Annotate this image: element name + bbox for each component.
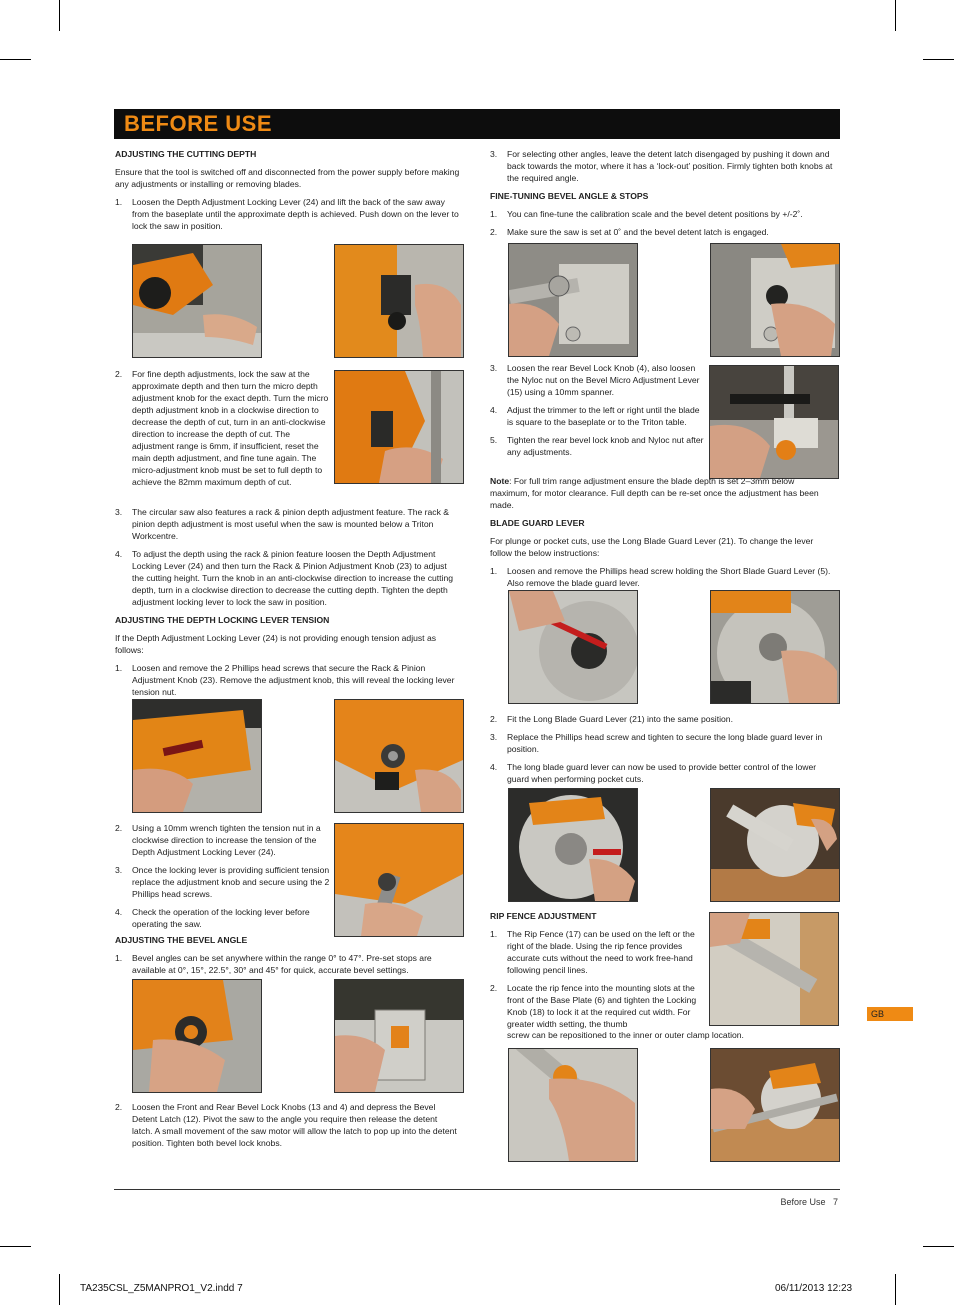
list-number: 1. bbox=[490, 209, 498, 219]
list-text: Check the operation of the locking lever before operating the saw. bbox=[132, 907, 310, 929]
section-banner bbox=[114, 109, 840, 139]
list-item bbox=[490, 208, 835, 220]
list-number: 3. bbox=[490, 149, 498, 159]
list-item bbox=[115, 662, 460, 698]
list-text: Bevel angles can be set anywhere within the range 0° to 47°. Pre-set stops are available at 0°, 15°, 22.5°, 30° and 45° for quick, accurate bevel settings. bbox=[132, 953, 432, 975]
list-number: 2. bbox=[115, 823, 123, 833]
list-number: 5. bbox=[490, 435, 498, 445]
list-number: 1. bbox=[490, 929, 498, 939]
crop-mark bbox=[895, 1274, 896, 1305]
footer-section-name: Before Use bbox=[780, 1197, 826, 1207]
crop-mark bbox=[0, 59, 31, 60]
photo-pocket-cut bbox=[710, 788, 840, 902]
list-text: Using a 10mm wrench tighten the tension nut in a clockwise direction to increase the tension of the Depth Adjustment Locking Lever (24). bbox=[132, 823, 321, 857]
photo-spanner bbox=[508, 243, 638, 357]
heading-fine-tuning: FINE-TUNING BEVEL ANGLE & STOPS bbox=[490, 191, 649, 201]
photo-wrench bbox=[334, 823, 464, 937]
list-number: 4. bbox=[490, 762, 498, 772]
list-item bbox=[490, 761, 835, 785]
list-text: Loosen the rear Bevel Lock Knob (4), also loosen the Nyloc nut on the Bevel Micro Adjustment Lever (15) using a 10mm spanner. bbox=[507, 363, 700, 397]
paragraph: Ensure that the tool is switched off and disconnected from the power supply before making any adjustments or installing or removing blades. bbox=[115, 167, 460, 189]
list-text: The long blade guard lever can now be used to provide better control of the lower guard when performing pocket cuts. bbox=[507, 762, 817, 784]
list-number: 3. bbox=[115, 865, 123, 875]
list-number: 4. bbox=[490, 405, 498, 415]
list-text: Loosen the Front and Rear Bevel Lock Knobs (13 and 4) and depress the Bevel Detent Latch (12). Pivot the saw to the angle you require then release the detent latch. A small movement of the saw motor will allow the latch to pop up into the detent position. Tighten both bevel lock knobs. bbox=[132, 1102, 457, 1148]
left-column-bevel-step2 bbox=[115, 1101, 460, 1155]
slug-date: 06/11/2013 12:23 bbox=[775, 1283, 853, 1294]
list-number: 3. bbox=[115, 507, 123, 517]
language-tab: GB bbox=[867, 1007, 913, 1021]
crop-mark bbox=[923, 1246, 954, 1247]
list-item bbox=[115, 822, 331, 858]
photo-bevel-latch bbox=[334, 979, 464, 1093]
list-text: Loosen the Depth Adjustment Locking Lever (24) and lift the back of the saw away from the baseplate until the approximate depth is achieved. Push down on the lever to lock the saw in position. bbox=[132, 197, 459, 231]
list-item bbox=[115, 548, 460, 608]
list-text: Tighten the rear bevel lock knob and Nyloc nut after any adjustments. bbox=[507, 435, 704, 457]
right-column-rip-cont bbox=[507, 1029, 837, 1041]
list-number: 2. bbox=[490, 714, 498, 724]
list-item bbox=[115, 506, 460, 542]
heading-rip-fence: RIP FENCE ADJUSTMENT bbox=[490, 911, 597, 921]
list-text: Once the locking lever is providing sufficient tension replace the adjustment knob and secure using the 2 Phillips head screws. bbox=[132, 865, 330, 899]
list-text: The Rip Fence (17) can be used on the left or the right of the blade. Using the rip fence provides accurate cuts without the need to work free-hand following pencil lines. bbox=[507, 929, 695, 975]
photo-long-lever bbox=[508, 788, 638, 902]
list-item bbox=[490, 928, 706, 976]
list-item bbox=[490, 404, 706, 428]
list-number: 3. bbox=[490, 363, 498, 373]
crop-mark bbox=[0, 1246, 31, 1247]
right-column-guard-steps bbox=[490, 713, 835, 791]
paragraph: For plunge or pocket cuts, use the Long Blade Guard Lever (21). To change the lever follow the below instructions: bbox=[490, 536, 814, 558]
list-number: 4. bbox=[115, 907, 123, 917]
list-text: For fine depth adjustments, lock the saw at the approximate depth and then turn the micro depth adjustment knob for the exact depth. Turn the micro depth adjustment knob in a clockwise direction to decrease the depth of cut, turn in an anti-clockwise direction to increase the depth of cut. The adjustment range is 6mm, if insufficient, reset the main depth adjustment, and fine tune again. The micro-adjustment knob must be set to full depth to achieve the 82mm maximum depth of cut. bbox=[132, 369, 329, 487]
list-number: 2. bbox=[490, 227, 498, 237]
list-item bbox=[490, 434, 706, 458]
photo-tension-nut bbox=[334, 699, 464, 813]
photo-rip-fence bbox=[709, 912, 839, 1026]
footer-rule bbox=[114, 1189, 840, 1190]
photo-guard-screw bbox=[508, 590, 638, 704]
left-column-tension-steps bbox=[115, 822, 331, 936]
page-footer bbox=[780, 1197, 838, 1207]
photo-trimmer bbox=[709, 365, 839, 479]
list-text: Adjust the trimmer to the left or right until the blade is square to the baseplate or to the Triton table. bbox=[507, 405, 700, 427]
list-text: Locate the rip fence into the mounting slots at the front of the Base Plate (6) and tighten the Locking Knob (18) to lock it at the required cut width. For greater width setting, the thumb bbox=[507, 983, 697, 1029]
list-item bbox=[490, 982, 706, 1030]
list-item bbox=[115, 864, 331, 900]
note-label: Note bbox=[490, 476, 510, 486]
list-number: 1. bbox=[115, 197, 123, 207]
photo-bevel-lock bbox=[710, 243, 840, 357]
list-item bbox=[115, 952, 460, 976]
left-column-rack-pinion bbox=[115, 506, 460, 704]
crop-mark bbox=[923, 59, 954, 60]
left-column-intro bbox=[115, 148, 460, 238]
list-item bbox=[490, 713, 835, 725]
page-number: 7 bbox=[832, 1197, 838, 1207]
list-text: The circular saw also features a rack & pinion depth adjustment feature. The rack & pinion depth adjustment is most useful when the saw is mounted below a Triton Workcentre. bbox=[132, 507, 450, 541]
crop-mark bbox=[59, 0, 60, 31]
list-text: Replace the Phillips head screw and tighten to secure the long blade guard lever in position. bbox=[507, 732, 823, 754]
paragraph: If the Depth Adjustment Locking Lever (24) is not providing enough tension adjust as follows: bbox=[115, 633, 437, 655]
photo-fine-depth bbox=[334, 370, 464, 484]
list-text: Loosen and remove the Phillips head screw holding the Short Blade Guard Lever (5). Also remove the blade guard lever. bbox=[507, 566, 831, 588]
list-item bbox=[490, 362, 706, 398]
list-number: 1. bbox=[115, 663, 123, 673]
photo-bevel-knob bbox=[132, 979, 262, 1093]
list-item bbox=[115, 1101, 460, 1149]
heading-tension: ADJUSTING THE DEPTH LOCKING LEVER TENSION bbox=[115, 615, 330, 625]
list-number: 4. bbox=[115, 549, 123, 559]
list-item bbox=[490, 565, 835, 589]
list-item bbox=[115, 368, 331, 488]
list-item bbox=[490, 731, 835, 755]
list-text: Make sure the saw is set at 0˚ and the bevel detent latch is engaged. bbox=[507, 227, 769, 237]
section-title: BEFORE USE bbox=[124, 111, 273, 136]
list-text: For selecting other angles, leave the detent latch disengaged by pushing it down and back towards the motor, where it has a ‘lock-out’ position. Firmly tighten both knobs at the required angle. bbox=[507, 149, 833, 183]
note bbox=[490, 475, 835, 511]
list-number: 1. bbox=[490, 566, 498, 576]
heading-blade-guard: BLADE GUARD LEVER bbox=[490, 518, 585, 528]
list-text: To adjust the depth using the rack & pinion feature loosen the Depth Adjustment Locking Lever (24) and then turn the Rack & Pinion Adjustment Knob (23) to adjust the cutting height. Turn the knob in an anti-clockwise direction to increase the cutting depth, turn in a clockwise direction to decrease the cutting depth. Tighten the depth adjustment locking lever to lock the saw in position. bbox=[132, 549, 454, 607]
photo-rip-cut bbox=[710, 1048, 840, 1162]
list-text: Fit the Long Blade Guard Lever (21) into the same position. bbox=[507, 714, 733, 724]
list-item bbox=[115, 906, 331, 930]
list-text: Loosen and remove the 2 Phillips head screws that secure the Rack & Pinion Adjustment Knob (23). Remove the adjustment knob, this will reveal the locking lever tension nut. bbox=[132, 663, 455, 697]
list-number: 2. bbox=[115, 1102, 123, 1112]
right-column-note bbox=[490, 475, 835, 595]
right-column-trimmer bbox=[490, 362, 706, 464]
list-text-continued: screw can be repositioned to the inner or outer clamp location. bbox=[507, 1030, 744, 1040]
list-number: 2. bbox=[115, 369, 123, 379]
note-text: : For full trim range adjustment ensure the blade depth is set 2–3mm below maximum, for motor clearance. Full depth can be re-set once the adjustment has been made. bbox=[490, 476, 819, 510]
right-column-rip bbox=[490, 910, 706, 1030]
left-column-bevel bbox=[115, 934, 460, 982]
photo-guard-lever bbox=[710, 590, 840, 704]
list-number: 2. bbox=[490, 983, 498, 993]
photo-rip-knob bbox=[508, 1048, 638, 1162]
photo-micro-knob bbox=[334, 244, 464, 358]
list-text: You can fine-tune the calibration scale and the bevel detent positions by +/-2˚. bbox=[507, 209, 803, 219]
list-item bbox=[490, 148, 835, 184]
crop-mark bbox=[59, 1274, 60, 1305]
list-item bbox=[490, 226, 835, 238]
list-item bbox=[115, 196, 460, 232]
photo-remove-screws bbox=[132, 699, 262, 813]
crop-mark bbox=[895, 0, 896, 31]
heading-bevel: ADJUSTING THE BEVEL ANGLE bbox=[115, 935, 248, 945]
slug-filename: TA235CSL_Z5MANPRO1_V2.indd 7 bbox=[80, 1283, 243, 1294]
left-column-fine-depth bbox=[115, 368, 331, 494]
photo-depth-lever bbox=[132, 244, 262, 358]
right-column-top bbox=[490, 148, 835, 244]
list-number: 3. bbox=[490, 732, 498, 742]
heading-cutting-depth: ADJUSTING THE CUTTING DEPTH bbox=[115, 149, 257, 159]
list-number: 1. bbox=[115, 953, 123, 963]
